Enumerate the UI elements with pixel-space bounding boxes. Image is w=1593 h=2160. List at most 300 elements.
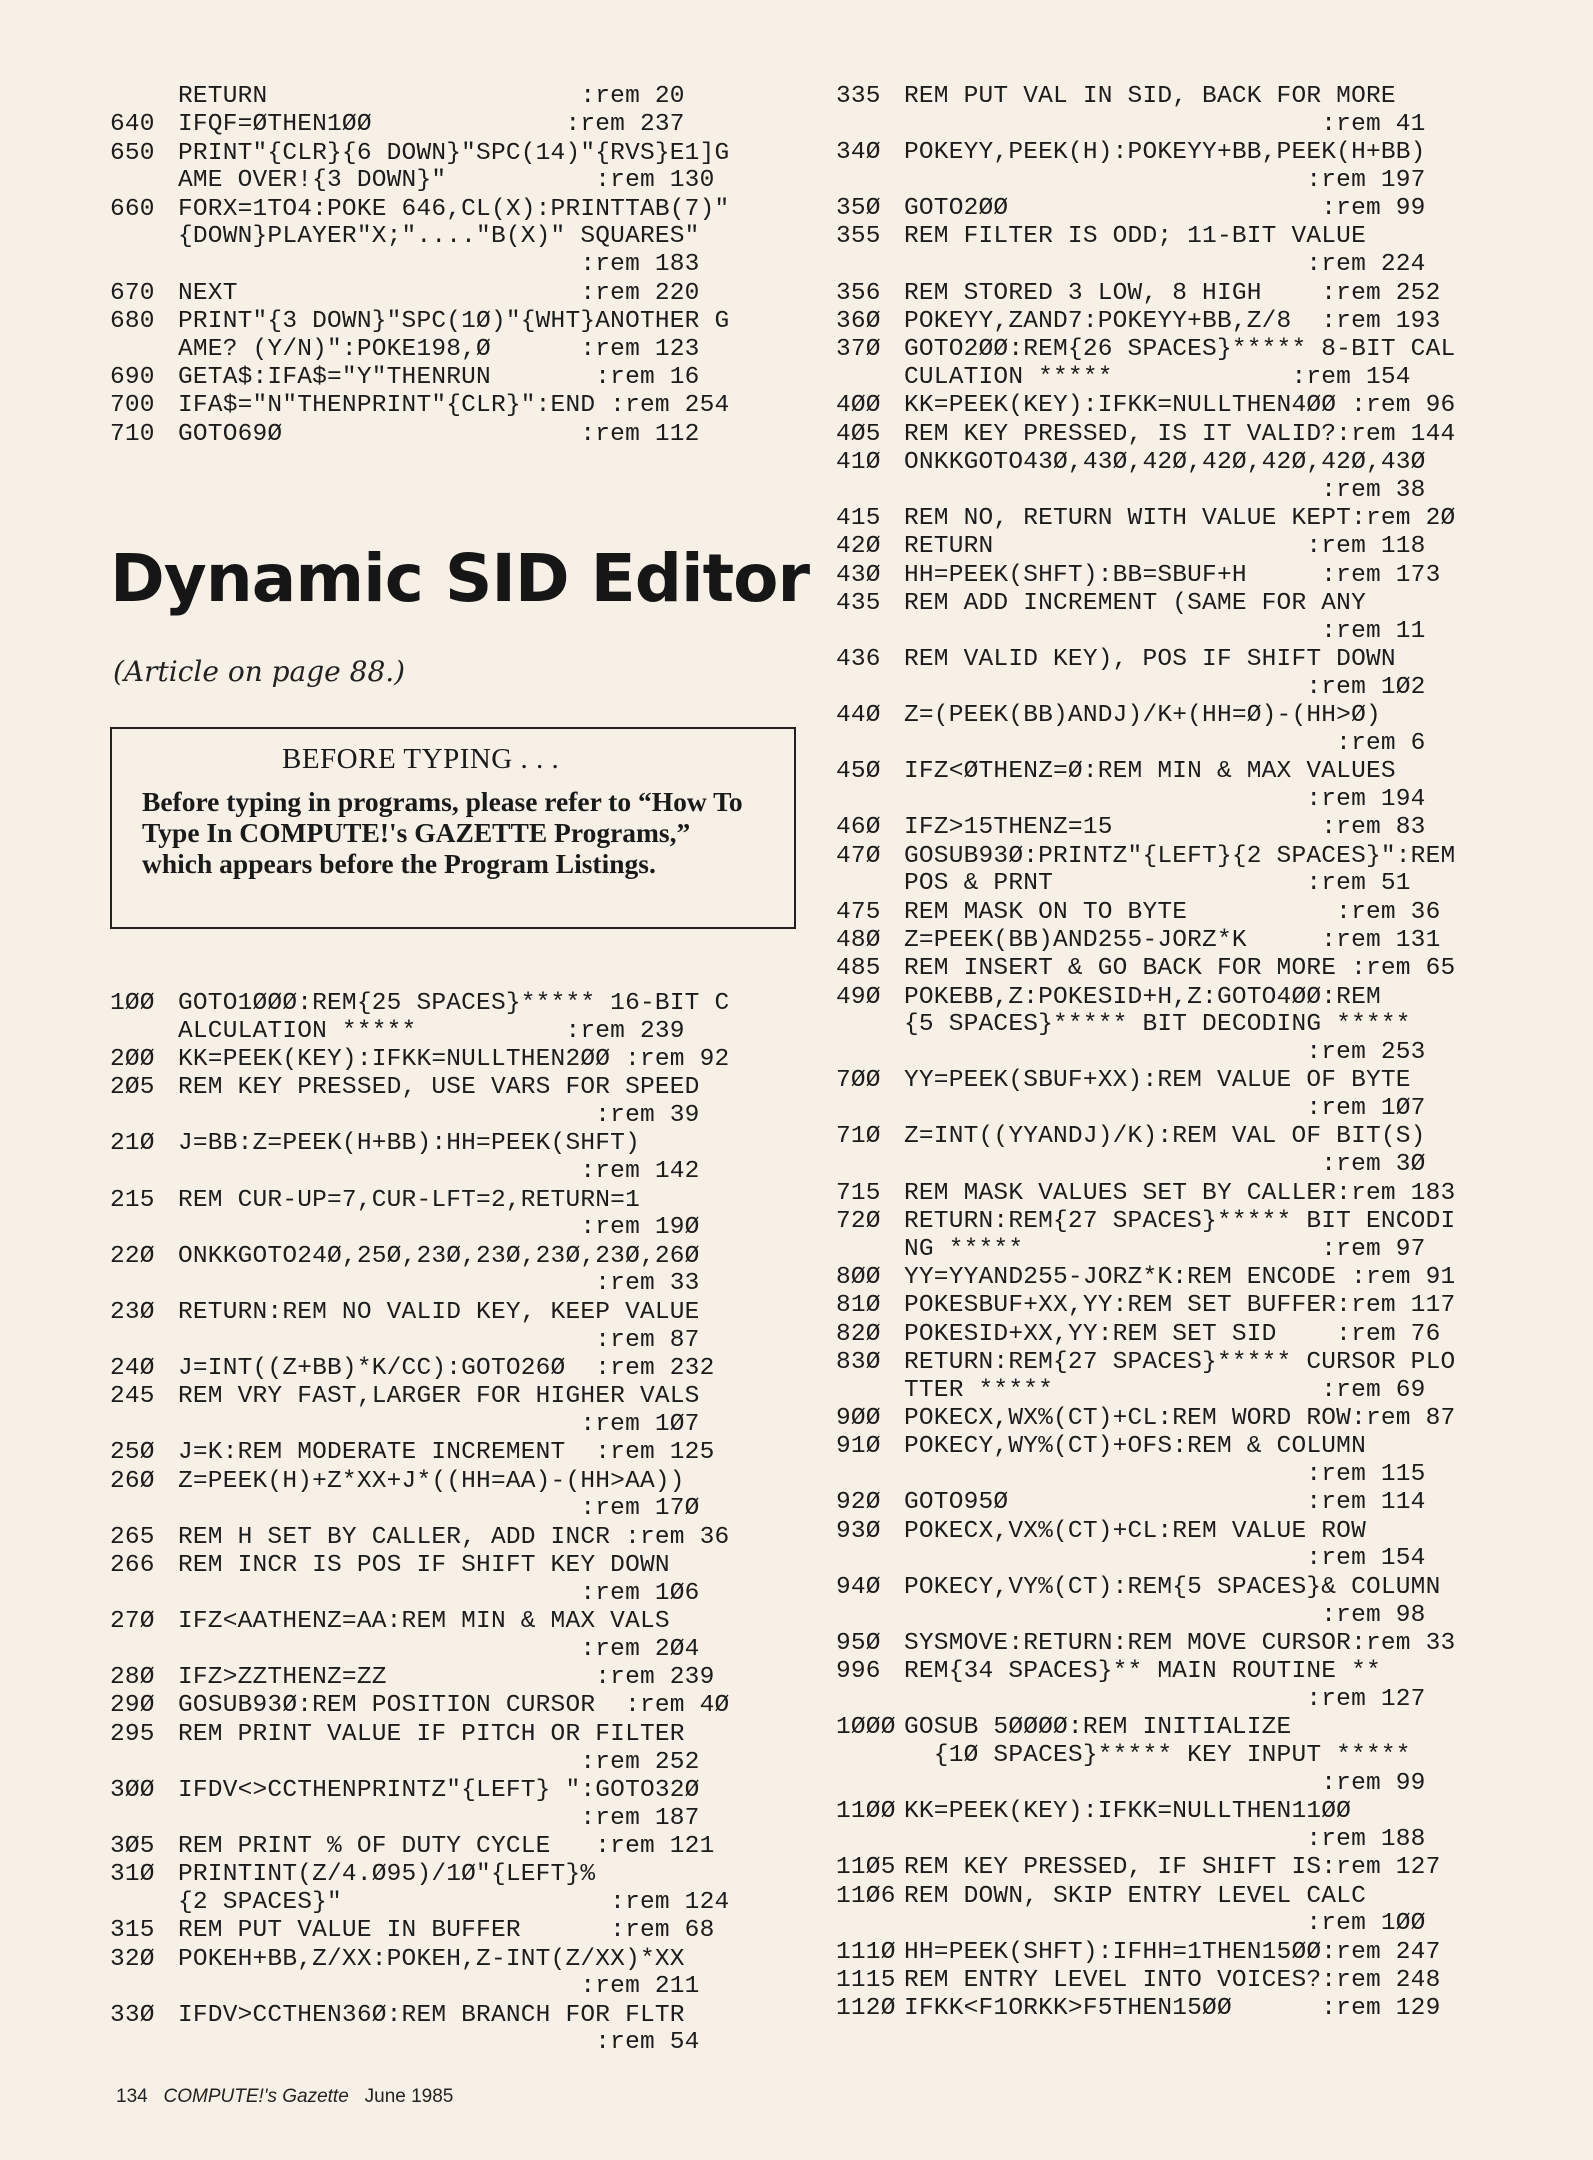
code-text: POKEBB,Z:POKESID+H,Z:GOTO4ØØ:REM	[904, 983, 1381, 1011]
listing-line	[836, 843, 1536, 899]
code-text: PRINT"{CLR}{6 DOWN}"SPC(14)"{RVS}E1]G	[178, 139, 730, 167]
listing-line	[110, 421, 800, 449]
line-number: 11Ø5	[836, 1854, 896, 1882]
code-text: :rem 252	[178, 1748, 700, 1776]
line-number	[110, 1327, 178, 1355]
code-text: POKESBUF+XX,YY:REM SET BUFFER:rem 117	[904, 1292, 1456, 1320]
listing-line	[836, 1180, 1536, 1208]
listing-line	[836, 1208, 1536, 1264]
line-number: 1ØØ	[110, 990, 155, 1017]
listing-line	[110, 1468, 800, 1524]
code-text: :rem 99	[904, 1769, 1426, 1797]
code-text: REM ADD INCREMENT (SAME FOR ANY	[904, 589, 1366, 617]
code-text: J=BB:Z=PEEK(H+BB):HH=PEEK(SHFT)	[178, 1130, 640, 1158]
line-number: 93Ø	[836, 1517, 881, 1545]
listing-line	[836, 1321, 1536, 1349]
listing-line	[836, 1798, 1536, 1854]
line-number: 34Ø	[836, 139, 881, 167]
listing-line	[836, 421, 1536, 449]
listing-line	[836, 195, 1536, 223]
code-text: REM PUT VALUE IN BUFFER :rem 68	[178, 1917, 715, 1945]
code-text: SYSMOVE:RETURN:REM MOVE CURSOR:rem 33	[904, 1629, 1456, 1657]
code-text: :rem 224	[904, 251, 1426, 279]
code-text: POS & PRNT :rem 51	[904, 870, 1411, 898]
line-number: 11ØØ	[836, 1798, 896, 1826]
code-text: REM VALID KEY), POS IF SHIFT DOWN	[904, 645, 1396, 673]
code-text: POKECY,WY%(CT)+OFS:REM & COLUMN	[904, 1433, 1366, 1461]
code-text: RETURN:REM{27 SPACES}***** BIT ENCODI	[904, 1207, 1456, 1235]
line-number: 35Ø	[836, 195, 881, 223]
line-number: 47Ø	[836, 842, 881, 870]
line-number: 72Ø	[836, 1207, 881, 1235]
code-text: :rem 211	[178, 1973, 700, 2001]
listing-line	[836, 1574, 1536, 1630]
listing-line	[836, 1433, 1536, 1489]
code-text: :rem 6	[904, 729, 1426, 757]
listing-left	[110, 990, 800, 2058]
line-number	[836, 1545, 904, 1573]
line-number: 265	[110, 1523, 155, 1551]
listing-line	[110, 140, 800, 196]
listing-line	[836, 899, 1536, 927]
line-number: 48Ø	[836, 926, 881, 954]
line-number	[110, 223, 178, 251]
line-number: 33Ø	[110, 2001, 155, 2029]
line-number	[836, 111, 904, 139]
line-number	[110, 1158, 178, 1186]
line-number: 83Ø	[836, 1348, 881, 1376]
page-footer	[116, 2086, 453, 2108]
code-text: TTER ***** :rem 69	[904, 1376, 1426, 1404]
line-number	[836, 1686, 904, 1714]
listing-line	[110, 1243, 800, 1299]
code-text: REM KEY PRESSED, IF SHIFT IS:rem 127	[904, 1854, 1441, 1882]
code-text: POKESID+XX,YY:REM SET SID :rem 76	[904, 1320, 1441, 1348]
line-number: 356	[836, 279, 881, 307]
code-text: HH=PEEK(SHFT):BB=SBUF+H :rem 173	[904, 561, 1441, 589]
line-number: 295	[110, 1720, 155, 1748]
code-text: GOSUB93Ø:PRINTZ"{LEFT}{2 SPACES}":REM	[904, 842, 1456, 870]
line-number	[110, 1495, 178, 1523]
listing-line	[836, 308, 1536, 336]
line-number	[836, 477, 904, 505]
line-number	[836, 251, 904, 279]
code-text: :rem 154	[904, 1545, 1426, 1573]
line-number: 715	[836, 1179, 881, 1207]
line-number	[110, 1749, 178, 1777]
line-number	[836, 730, 904, 758]
line-number	[110, 83, 178, 111]
listing-line	[110, 196, 800, 279]
line-number	[110, 167, 178, 195]
listing-line	[836, 280, 1536, 308]
listing-line	[110, 1074, 800, 1130]
code-text: NG ***** :rem 97	[904, 1235, 1426, 1263]
code-text: :rem 33	[178, 1270, 700, 1298]
code-text: FORX=1TO4:POKE 646,CL(X):PRINTTAB(7)"	[178, 195, 730, 223]
code-text: :rem 17Ø	[178, 1495, 700, 1523]
code-text: :rem 41	[904, 110, 1426, 138]
article-reference: (Article on page 88.)	[113, 655, 406, 688]
code-text: :rem 54	[178, 2029, 700, 2057]
line-number	[836, 1826, 904, 1854]
listing-line	[110, 990, 800, 1046]
before-typing-text: Before typing in programs, please refer to “How To Type In COMPUTE!'s GAZETTE Programs,” which appears before the Program Listings.	[142, 786, 743, 879]
code-text: :rem 98	[904, 1601, 1426, 1629]
code-text: POKECY,VY%(CT):REM{5 SPACES}& COLUMN	[904, 1573, 1441, 1601]
code-text: :rem 11	[904, 617, 1426, 645]
line-number: 1ØØØ	[836, 1714, 896, 1742]
line-number: 42Ø	[836, 533, 881, 561]
line-number: 1115	[836, 1966, 896, 1994]
listing-line	[836, 1405, 1536, 1433]
line-number: 3ØØ	[110, 1776, 155, 1804]
code-text: Z=PEEK(BB)AND255-JORZ*K :rem 131	[904, 926, 1441, 954]
code-text: KK=PEEK(KEY):IFKK=NULLTHEN4ØØ :rem 96	[904, 392, 1456, 420]
code-text: GETA$:IFA$="Y"THENRUN :rem 16	[178, 363, 700, 391]
line-number: 32Ø	[110, 1945, 155, 1973]
listing-line	[836, 392, 1536, 420]
line-number: 31Ø	[110, 1861, 155, 1889]
listing-line	[836, 927, 1536, 955]
line-number: 94Ø	[836, 1573, 881, 1601]
line-number	[836, 1742, 904, 1770]
code-text: :rem 87	[178, 1326, 700, 1354]
listing-right	[836, 83, 1536, 2023]
listing-top-left	[110, 83, 800, 449]
listing-line	[836, 562, 1536, 590]
line-number	[836, 1236, 904, 1264]
code-text: ONKKGOTO43Ø,43Ø,42Ø,42Ø,42Ø,42Ø,43Ø	[904, 448, 1426, 476]
listing-line	[110, 83, 800, 111]
line-number	[110, 1214, 178, 1242]
listing-line	[110, 1664, 800, 1692]
listing-line	[836, 1658, 1536, 1714]
code-text: REM CUR-UP=7,CUR-LFT=2,RETURN=1	[178, 1186, 640, 1214]
listing-line	[836, 758, 1536, 814]
line-number: 8ØØ	[836, 1263, 881, 1291]
line-number: 111Ø	[836, 1938, 896, 1966]
code-text: GOTO2ØØ:REM{26 SPACES}***** 8-BIT CAL	[904, 336, 1456, 364]
article-title: Dynamic SID Editor	[110, 540, 810, 617]
listing-line	[110, 111, 800, 139]
code-text: {DOWN}PLAYER"X;"...."B(X)" SQUARES"	[178, 223, 700, 251]
line-number	[836, 1461, 904, 1489]
listing-line	[836, 1883, 1536, 1939]
line-number: 37Ø	[836, 336, 881, 364]
code-text: {5 SPACES}***** BIT DECODING *****	[904, 1011, 1411, 1039]
line-number: 660	[110, 195, 155, 223]
code-text: POKECX,VX%(CT)+CL:REM VALUE ROW	[904, 1517, 1366, 1545]
line-number: 2Ø5	[110, 1074, 155, 1102]
code-text: REM INCR IS POS IF SHIFT KEY DOWN	[178, 1551, 670, 1579]
listing-line	[836, 1067, 1536, 1123]
listing-line	[836, 646, 1536, 702]
code-text: REM PUT VAL IN SID, BACK FOR MORE	[904, 83, 1396, 110]
code-text: :rem 1Ø7	[904, 1095, 1426, 1123]
line-number	[836, 1377, 904, 1405]
listing-line	[110, 1552, 800, 1608]
code-text: REM ENTRY LEVEL INTO VOICES?:rem 248	[904, 1966, 1441, 1994]
line-number: 81Ø	[836, 1292, 881, 1320]
code-text: GOTO69Ø :rem 112	[178, 420, 700, 448]
line-number: 43Ø	[836, 561, 881, 589]
code-text: REM MASK ON TO BYTE :rem 36	[904, 898, 1441, 926]
listing-line	[110, 1692, 800, 1720]
line-number: 11Ø6	[836, 1882, 896, 1910]
line-number: 4Ø5	[836, 420, 881, 448]
line-number: 650	[110, 139, 155, 167]
listing-line	[836, 1123, 1536, 1179]
code-text: HH=PEEK(SHFT):IFHH=1THEN15ØØ:rem 247	[904, 1938, 1441, 1966]
code-text: :rem 38	[904, 476, 1426, 504]
code-text: REM PRINT % OF DUTY CYCLE :rem 121	[178, 1832, 715, 1860]
line-number: 996	[836, 1658, 881, 1686]
code-text: J=K:REM MODERATE INCREMENT :rem 125	[178, 1439, 715, 1467]
listing-line	[836, 1630, 1536, 1658]
code-text: :rem 1ØØ	[904, 1910, 1426, 1938]
line-number: 24Ø	[110, 1354, 155, 1382]
code-text: AME OVER!{3 DOWN}" :rem 130	[178, 167, 715, 195]
line-number	[836, 167, 904, 195]
code-text: :rem 127	[904, 1685, 1426, 1713]
line-number: 91Ø	[836, 1433, 881, 1461]
code-text: IFZ>ZZTHENZ=ZZ :rem 239	[178, 1664, 715, 1692]
code-text: GOTO2ØØ :rem 99	[904, 195, 1426, 223]
listing-line	[110, 364, 800, 392]
listing-line	[836, 955, 1536, 983]
line-number	[836, 674, 904, 702]
listing-line	[110, 1946, 800, 2002]
code-text: YY=PEEK(SBUF+XX):REM VALUE OF BYTE	[904, 1067, 1411, 1095]
line-number: 21Ø	[110, 1130, 155, 1158]
code-text: REM KEY PRESSED, IS IT VALID?:rem 144	[904, 420, 1456, 448]
line-number: 27Ø	[110, 1608, 155, 1636]
code-text: REM KEY PRESSED, USE VARS FOR SPEED	[178, 1074, 700, 1102]
code-text: REM STORED 3 LOW, 8 HIGH :rem 252	[904, 279, 1441, 307]
line-number: 95Ø	[836, 1629, 881, 1657]
line-number: 415	[836, 504, 881, 532]
listing-line	[110, 392, 800, 420]
line-number: 28Ø	[110, 1664, 155, 1692]
line-number	[110, 1805, 178, 1833]
code-text: REM NO, RETURN WITH VALUE KEPT:rem 2Ø	[904, 504, 1456, 532]
listing-line	[110, 1355, 800, 1383]
listing-line	[836, 1349, 1536, 1405]
code-text: :rem 183	[178, 251, 700, 279]
line-number	[110, 251, 178, 279]
code-text: POKEYY,ZAND7:POKEYY+BB,Z/8 :rem 193	[904, 307, 1441, 335]
code-text: {2 SPACES}" :rem 124	[178, 1889, 730, 1916]
code-text: Z=INT((YYANDJ)/K):REM VAL OF BIT(S)	[904, 1123, 1426, 1151]
listing-line	[836, 139, 1536, 195]
line-number	[836, 1602, 904, 1630]
code-text: RETURN :rem 118	[904, 533, 1426, 561]
code-text: :rem 39	[178, 1102, 700, 1130]
line-number	[110, 1889, 178, 1917]
listing-line	[110, 1046, 800, 1074]
line-number	[110, 1270, 178, 1298]
code-text: RETURN :rem 20	[178, 83, 685, 110]
line-number: 26Ø	[110, 1467, 155, 1495]
listing-line	[836, 83, 1536, 139]
line-number: 355	[836, 223, 881, 251]
listing-line	[110, 1299, 800, 1355]
line-number	[836, 870, 904, 898]
line-number	[110, 2029, 178, 2057]
code-text: J=INT((Z+BB)*K/CC):GOTO26Ø :rem 232	[178, 1354, 715, 1382]
line-number: 45Ø	[836, 758, 881, 786]
listing-line	[836, 1967, 1536, 1995]
listing-line	[110, 1439, 800, 1467]
listing-line	[836, 1489, 1536, 1517]
line-number: 690	[110, 363, 155, 391]
code-text: IFZ<AATHENZ=AA:REM MIN & MAX VALS	[178, 1608, 670, 1636]
code-text: GOTO1ØØØ:REM{25 SPACES}***** 16-BIT C	[178, 990, 730, 1017]
code-text: REM FILTER IS ODD; 11-BIT VALUE	[904, 223, 1366, 251]
line-number	[836, 1011, 904, 1039]
line-number: 670	[110, 279, 155, 307]
code-text: :rem 253	[904, 1039, 1426, 1067]
line-number: 9ØØ	[836, 1404, 881, 1432]
line-number: 49Ø	[836, 983, 881, 1011]
code-text: ONKKGOTO24Ø,25Ø,23Ø,23Ø,23Ø,23Ø,26Ø	[178, 1242, 700, 1270]
listing-line	[110, 1833, 800, 1861]
line-number: 315	[110, 1917, 155, 1945]
listing-line	[110, 1383, 800, 1439]
code-text: KK=PEEK(KEY):IFKK=NULLTHEN2ØØ :rem 92	[178, 1046, 730, 1074]
code-text: IFQF=ØTHEN1ØØ :rem 237	[178, 111, 685, 139]
code-text: :rem 194	[904, 785, 1426, 813]
code-text: {1Ø SPACES}***** KEY INPUT *****	[904, 1742, 1411, 1770]
code-text: REM DOWN, SKIP ENTRY LEVEL CALC	[904, 1882, 1366, 1910]
line-number: 71Ø	[836, 1123, 881, 1151]
code-text: REM{34 SPACES}** MAIN ROUTINE **	[904, 1658, 1381, 1686]
line-number: 710	[110, 420, 155, 448]
line-number: 245	[110, 1383, 155, 1411]
listing-line	[836, 223, 1536, 279]
code-text: REM H SET BY CALLER, ADD INCR :rem 36	[178, 1523, 730, 1551]
line-number: 41Ø	[836, 448, 881, 476]
line-number: 680	[110, 307, 155, 335]
before-typing-box	[110, 727, 796, 929]
listing-line	[836, 1518, 1536, 1574]
listing-line	[836, 814, 1536, 842]
code-text: IFZ<ØTHENZ=Ø:REM MIN & MAX VALUES	[904, 758, 1396, 786]
code-text: CULATION ***** :rem 154	[904, 363, 1411, 391]
code-text: GOSUB93Ø:REM POSITION CURSOR :rem 4Ø	[178, 1692, 730, 1720]
code-text: POKEH+BB,Z/XX:POKEH,Z-INT(Z/XX)*XX	[178, 1945, 685, 1973]
code-text: GOTO95Ø :rem 114	[904, 1489, 1426, 1517]
listing-line	[836, 1292, 1536, 1320]
line-number	[836, 618, 904, 646]
code-text: :rem 197	[904, 166, 1426, 194]
code-text: :rem 19Ø	[178, 1214, 700, 1242]
code-text: POKECX,WX%(CT)+CL:REM WORD ROW:rem 87	[904, 1404, 1456, 1432]
code-text: KK=PEEK(KEY):IFKK=NULLTHEN11ØØ	[904, 1798, 1352, 1826]
code-text: YY=YYAND255-JORZ*K:REM ENCODE :rem 91	[904, 1263, 1456, 1291]
line-number: 640	[110, 111, 155, 139]
line-number	[110, 1411, 178, 1439]
line-number	[110, 1580, 178, 1608]
line-number: 92Ø	[836, 1489, 881, 1517]
line-number	[836, 786, 904, 814]
line-number	[836, 1095, 904, 1123]
line-number: 475	[836, 898, 881, 926]
line-number	[110, 1973, 178, 2001]
listing-line	[836, 1264, 1536, 1292]
listing-line	[110, 1917, 800, 1945]
line-number	[110, 336, 178, 364]
listing-line	[110, 2002, 800, 2058]
listing-line	[836, 702, 1536, 758]
listing-line	[836, 505, 1536, 533]
code-text: PRINT"{3 DOWN}"SPC(1Ø)"{WHT}ANOTHER G	[178, 307, 730, 335]
line-number: 29Ø	[110, 1692, 155, 1720]
code-text: :rem 3Ø	[904, 1151, 1426, 1179]
magazine-name: COMPUTE!'s Gazette	[163, 2086, 349, 2107]
code-text: :rem 187	[178, 1804, 700, 1832]
listing-line	[110, 308, 800, 364]
code-text: NEXT :rem 220	[178, 279, 700, 307]
code-text: :rem 1Ø6	[178, 1579, 700, 1607]
listing-line	[836, 1714, 1536, 1797]
code-text: :rem 115	[904, 1461, 1426, 1489]
code-text: :rem 1Ø7	[178, 1410, 700, 1438]
code-text: :rem 188	[904, 1825, 1426, 1853]
listing-line	[110, 1861, 800, 1917]
line-number	[836, 1910, 904, 1938]
code-text: :rem 1Ø2	[904, 673, 1426, 701]
code-text: :rem 142	[178, 1158, 700, 1186]
line-number: 435	[836, 589, 881, 617]
code-text: IFDV<>CCTHENPRINTZ"{LEFT} ":GOTO32Ø	[178, 1776, 700, 1804]
code-text: POKEYY,PEEK(H):POKEYY+BB,PEEK(H+BB)	[904, 139, 1426, 167]
code-text: RETURN:REM{27 SPACES}***** CURSOR PLO	[904, 1348, 1456, 1376]
code-text: REM PRINT VALUE IF PITCH OR FILTER	[178, 1720, 685, 1748]
line-number: 36Ø	[836, 307, 881, 335]
line-number: 436	[836, 645, 881, 673]
line-number: 2ØØ	[110, 1046, 155, 1074]
listing-line	[836, 1939, 1536, 1967]
line-number: 112Ø	[836, 1995, 896, 2023]
line-number: 46Ø	[836, 814, 881, 842]
listing-line	[836, 449, 1536, 505]
line-number: 700	[110, 392, 155, 420]
line-number: 23Ø	[110, 1298, 155, 1326]
code-text: IFDV>CCTHEN36Ø:REM BRANCH FOR FLTR	[178, 2001, 685, 2029]
before-typing-heading: BEFORE TYPING . . .	[282, 743, 560, 775]
line-number: 215	[110, 1186, 155, 1214]
line-number: 485	[836, 955, 881, 983]
line-number: 3Ø5	[110, 1832, 155, 1860]
listing-line	[836, 984, 1536, 1067]
listing-line	[110, 1524, 800, 1552]
code-text: IFZ>15THENZ=15 :rem 83	[904, 814, 1426, 842]
code-text: ALCULATION ***** :rem 239	[178, 1017, 685, 1045]
code-text: GOSUB 5ØØØØ:REM INITIALIZE	[904, 1714, 1292, 1742]
code-text: REM MASK VALUES SET BY CALLER:rem 183	[904, 1179, 1456, 1207]
line-number: 7ØØ	[836, 1067, 881, 1095]
listing-line	[836, 533, 1536, 561]
code-text: Z=(PEEK(BB)ANDJ)/K+(HH=Ø)-(HH>Ø)	[904, 702, 1381, 730]
line-number	[110, 1636, 178, 1664]
listing-line	[836, 1854, 1536, 1882]
code-text: IFKK<F1ORKK>F5THEN15ØØ :rem 129	[904, 1995, 1441, 2023]
line-number	[836, 1039, 904, 1067]
listing-line	[110, 1130, 800, 1186]
listing-line	[836, 590, 1536, 646]
